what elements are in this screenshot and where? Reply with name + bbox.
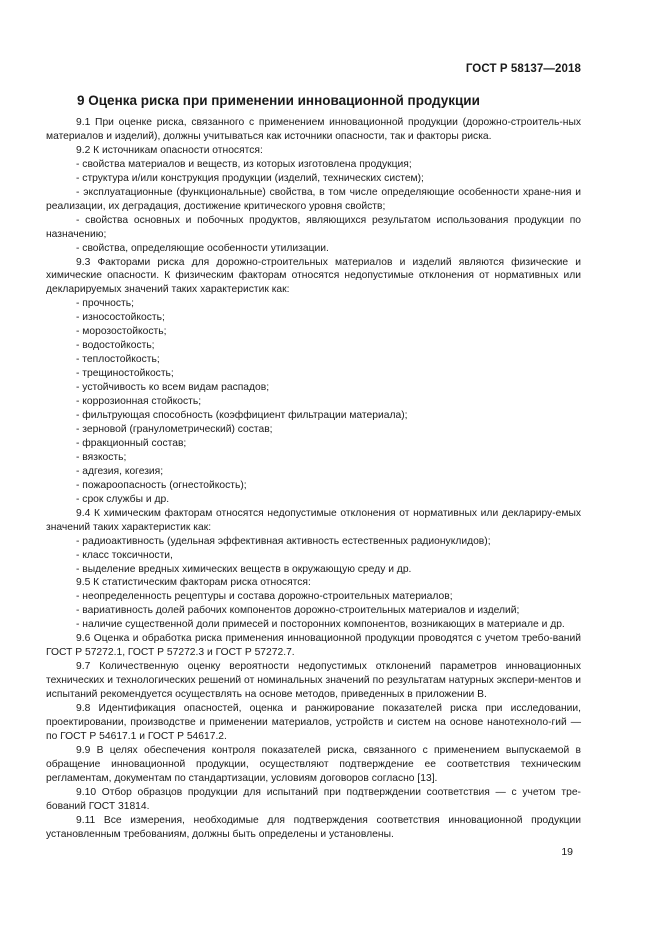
list-item: - свойства материалов и веществ, из которых изготовлена продукция; — [76, 158, 412, 170]
paragraph: 9.6 Оценка и обработка риска применения инновационной продукции проводятся с учетом требо-ваний ГОСТ Р 57272.1, ГОСТ Р 57272.3 и ГОСТ Р 57272.7. — [46, 633, 581, 659]
list-item: - трещиностойкость; — [76, 368, 174, 380]
list-item: - структура и/или конструкция продукции (изделий, технических систем); — [76, 172, 424, 184]
paragraph: 9.5 К статистическим факторам риска относятся: — [76, 577, 311, 589]
paragraph: 9.7 Количественную оценку вероятности недопустимых отклонений параметров инновационных технических и технологических решений от номинальных значений по результатам натурных экспери-ментов и испытаний рекомендуется осуществлять на основе методов, приведенных в приложении В. — [46, 661, 581, 701]
list-item: - класс токсичности, — [76, 549, 173, 561]
list-item: - износостойкость; — [76, 312, 165, 324]
list-item: - коррозионная стойкость; — [76, 396, 202, 408]
paragraph: 9.9 В целях обеспечения контроля показателей риска, связанного с применением выпускаемой в обращение инновационной продукции, осуществляют подтверждение ее соответствия техническим регламентам, документам по стандартизации, условиям договоров согласно [13]. — [46, 744, 581, 784]
list-item: - зерновой (гранулометрический) состав; — [76, 423, 273, 435]
paragraph: 9.1 При оценке риска, связанного с применением инновационной продукции (дорожно-строитель-ных материалов и изделий), должны учитываться как источники опасности, так и факторы риска. — [46, 117, 581, 142]
list-item: - срок службы и др. — [76, 493, 170, 505]
list-item: - пожароопасность (огнестойкость); — [76, 479, 247, 491]
page-number: 19 — [561, 846, 573, 858]
list-item: - фракционный состав; — [76, 437, 187, 449]
list-item: - вариативность долей рабочих компонентов дорожно-строительных материалов и изделий; — [76, 605, 520, 617]
section-title: 9 Оценка риска при применении инновационной продукции — [77, 93, 480, 108]
list-item: - неопределенность рецептуры и состава дорожно-строительных материалов; — [76, 591, 453, 603]
paragraph: 9.8 Идентификация опасностей, оценка и ранжирование показателей риска при исследовании, проектировании, производстве и применении материалов, устройств и систем на основе нанотехноло-гий — по ГОСТ Р 54617.1 и ГОСТ Р 54617.2. — [46, 703, 581, 742]
list-item: - выделение вредных химических веществ в окружающую среду и др. — [76, 563, 412, 575]
paragraph: 9.4 К химическим факторам относятся недопустимые отклонения от нормативных или деклариру-емых значений таких характеристик как: — [46, 507, 581, 533]
list-item: - устойчивость ко всем видам распадов; — [76, 382, 270, 394]
list-item: - прочность; — [76, 298, 134, 310]
list-item: - радиоактивность (удельная эффективная активность естественных радионуклидов); — [76, 535, 491, 547]
list-item: - свойства основных и побочных продуктов, являющихся результатом использования продукции по назначению; — [46, 214, 581, 240]
list-item: - эксплуатационные (функциональные) свойства, в том числе определяющие особенности хране-ния и реализации, их деградация, достижение критического уровня свойств; — [46, 186, 581, 212]
list-item: - морозостойкость; — [76, 326, 167, 338]
list-item: - наличие существенной доли примесей и посторонних компонентов, возникающих в материале и др. — [76, 619, 565, 631]
section-body — [46, 116, 581, 842]
list-item: - водостойкость; — [76, 340, 155, 352]
list-item: - вязкость; — [76, 451, 127, 463]
paragraph: 9.10 Отбор образцов продукции для испытаний при подтверждении соответствия — с учетом тре-бований ГОСТ 31814. — [46, 786, 581, 812]
list-item: - фильтрующая способность (коэффициент фильтрации материала); — [76, 410, 408, 422]
list-item: - теплостойкость; — [76, 354, 160, 366]
paragraph: 9.11 Все измерения, необходимые для подтверждения соответствия инновационной продукции установленным требованиям, должны быть определены и установлены. — [46, 814, 581, 840]
paragraph: 9.3 Факторами риска для дорожно-строительных материалов и изделий являются физические и химические опасности. К физическим факторам относятся недопустимые отклонения от нормативных или декларируемых значений таких характеристик как: — [46, 256, 581, 296]
list-item: - адгезия, когезия; — [76, 465, 164, 477]
list-item: - свойства, определяющие особенности утилизации. — [76, 242, 329, 254]
paragraph: 9.2 К источникам опасности относятся: — [76, 144, 263, 156]
document-code-header: ГОСТ Р 58137—2018 — [465, 63, 581, 75]
